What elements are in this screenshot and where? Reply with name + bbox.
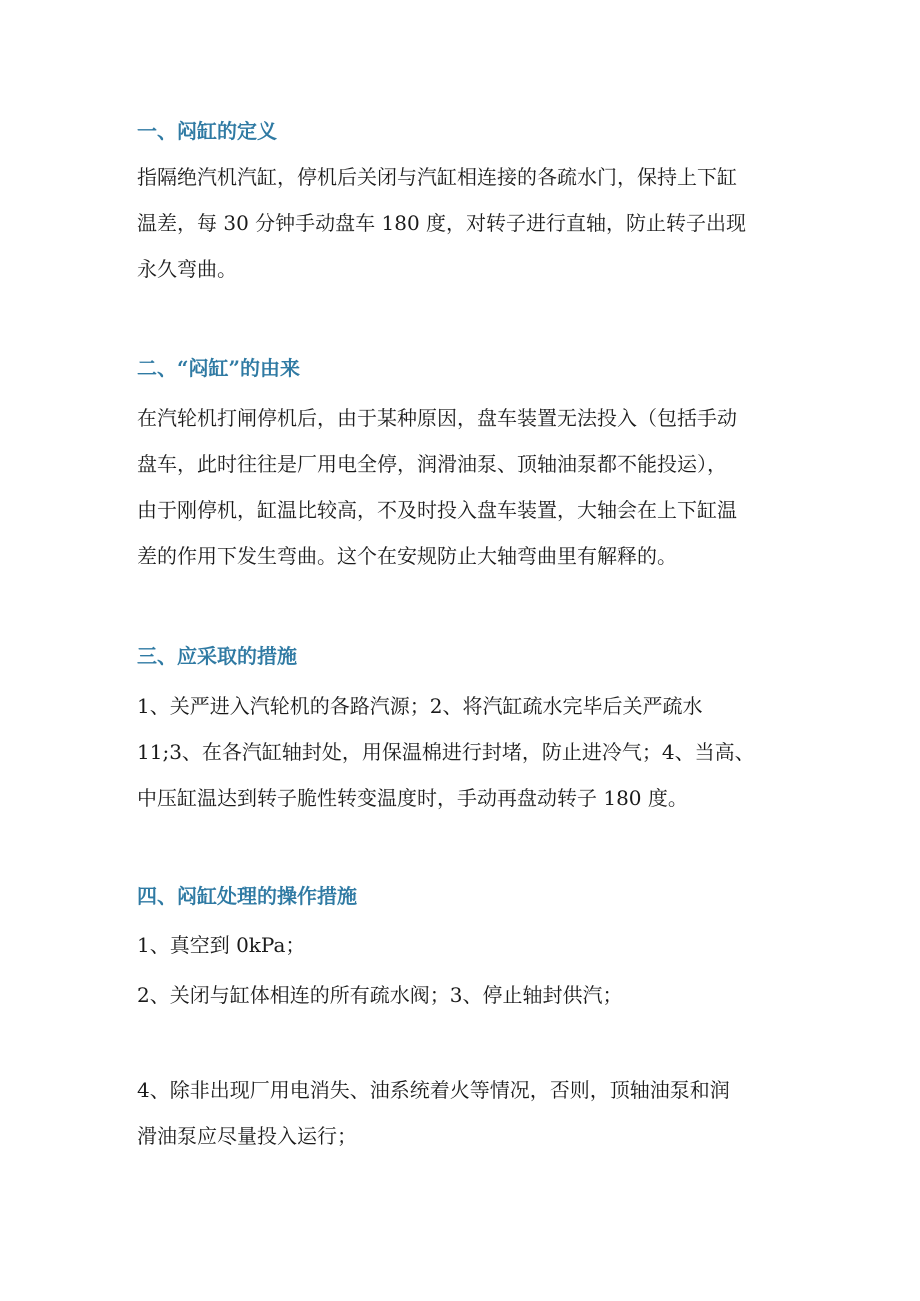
paragraph-line: 2、关闭与缸体相连的所有疏水阀；3、停止轴封供汽；	[137, 983, 623, 1007]
paragraph-line: 由于刚停机，缸温比较高，不及时投入盘车装置，大轴会在上下缸温	[137, 498, 737, 522]
section-heading: 四、闷缸处理的操作措施	[137, 884, 357, 908]
paragraph-line: 永久弯曲。	[137, 257, 237, 281]
paragraph-line: 1、真空到 0kPa；	[137, 933, 306, 957]
section-operations-body	[137, 922, 817, 1018]
section-operations-continued	[137, 1067, 817, 1159]
paragraph-line: 指隔绝汽机汽缸，停机后关闭与汽缸相连接的各疏水门，保持上下缸	[137, 165, 737, 189]
section-heading: 二、“闷缸”的由来	[137, 356, 301, 380]
section-heading: 三、应采取的措施	[137, 644, 297, 668]
paragraph-line: 滑油泵应尽量投入运行；	[137, 1124, 357, 1148]
paragraph-line: 中压缸温达到转子脆性转变温度时，手动再盘动转子 180 度。	[137, 786, 688, 810]
paragraph	[137, 683, 817, 821]
paragraph-line: 4、除非出现厂用电消失、油系统着火等情况，否则，顶轴油泵和润	[137, 1078, 730, 1102]
paragraph-line: 温差，每 30 分钟手动盘车 180 度，对转子进行直轴，防止转子出现	[137, 211, 747, 235]
paragraph	[137, 922, 817, 1018]
paragraph-line: 盘车，此时往往是厂用电全停，润滑油泵、顶轴油泵都不能投运），	[137, 452, 727, 476]
section-measures-body	[137, 683, 817, 821]
section-operations	[137, 882, 817, 910]
section-origin	[137, 354, 817, 382]
section-definition-body	[137, 154, 817, 292]
paragraph-line: 在汽轮机打闸停机后，由于某种原因，盘车装置无法投入（包括手动	[137, 406, 737, 430]
paragraph-line: 1、关严进入汽轮机的各路汽源；2、将汽缸疏水完毕后关严疏水	[137, 694, 703, 718]
paragraph	[137, 154, 817, 292]
section-definition	[137, 117, 817, 145]
paragraph-line: 差的作用下发生弯曲。这个在安规防止大轴弯曲里有解释的。	[137, 544, 677, 568]
paragraph	[137, 1067, 817, 1159]
paragraph	[137, 395, 817, 579]
section-measures	[137, 642, 817, 670]
section-origin-body	[137, 395, 817, 579]
paragraph-line: 11;3、在各汽缸轴封处，用保温棉进行封堵，防止进冷气；4、当高、	[137, 740, 755, 764]
section-heading: 一、闷缸的定义	[137, 119, 277, 143]
